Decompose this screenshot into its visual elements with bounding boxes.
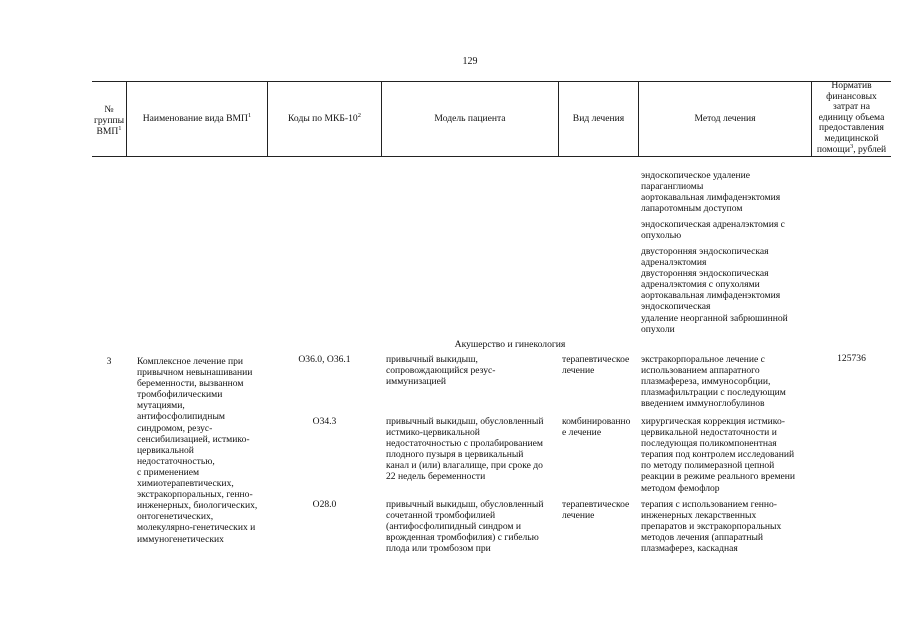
carryover-method-2: эндоскопическая адреналэктомия с опухолью [641,219,785,242]
header-method: Метод лечения [694,113,756,124]
row-icd: O36.0, O36.1 [298,354,351,365]
header-norm-footnote: 3 [849,142,854,150]
row-method: терапия с использованием генно- инженерных лекарственных препаратов и экстракорпоральных методов лечения (аппаратный плазмаферез, каскадная [641,499,782,555]
header-norm-tail: , рублей [853,143,887,155]
group-norm: 125736 [837,353,866,364]
row-model: привычный выкидыш, обусловленный истмико-цервикальной недостаточностью с пролабированием плодного пузыря в цервикальный канал и (или) влагалище, при сроке до 22 недель беременности [386,416,544,483]
header-group-label: № группы ВМП [93,104,125,138]
header-norm-label: Норматив финансовых затрат на единицу объема предоставления медицинской помощи [816,80,885,155]
row-method: экстракорпоральное лечение с использованием аппаратного плазмафереза, иммуносорбции, плазмафильтрации с последующим введением иммуноглобулинов [641,354,786,410]
section-title: Акушерство и гинекология [454,339,566,350]
header-icd [268,113,381,124]
row-model: привычный выкидыш, сопровождающийся резус- иммунизацией [386,354,496,388]
header-top-rule [92,81,891,82]
header-icd-label: Коды по МКБ-10 [288,113,358,124]
header-type: Вид лечения [572,113,625,124]
header-name [127,113,267,124]
carryover-method-1: эндоскопическое удаление параганглиомы аортокавальная лимфаденэктомия лапаротомным доступом [641,170,781,215]
carryover-method-3: двусторонняя эндоскопическая адреналэктомия двусторонняя эндоскопическая адреналэктомия с опухолями аортокавальная лимфаденэктомия эндоскопическая удаление неорганной забрюшинной опухоли [641,246,788,335]
header-norm [812,81,891,155]
header-name-label: Наименование вида ВМП [142,113,248,124]
group-number: 3 [106,356,112,367]
header-name-footnote: 1 [247,111,252,119]
row-model: привычный выкидыш, обусловленный сочетанной тромбофилией (антифосфолипидный синдром и врожденная тромбофилия) с гибелью плода или тромбозом при [386,499,544,555]
header-group-footnote: 1 [118,125,122,132]
row-icd: O34.3 [312,416,337,427]
group-name: Комплексное лечение при привычном невынашивании беременности, вызванном тромбофилическими мутациями, антифосфолипидным синдромом, резус- сенсибилизацией, истмико- цервикальной недостаточностью, с применением химиотерапевтических, экстракорпоральных, генно- инженерных, биологических, онтогенетических, молекулярно-генетических и иммуногенетических [137,356,258,545]
row-method: хирургическая коррекция истмико- цервикальной недостаточности и последующая поликомпонентная терапия под контролем исследований по методу полимеразной цепной реакции в режиме реального времени методом фемофлор [641,416,796,494]
header-model: Модель пациента [434,113,506,124]
row-type: терапевтическое лечение [562,499,630,522]
row-icd: O28.0 [312,499,337,510]
header-icd-footnote: 2 [357,111,361,119]
row-type: терапевтическое лечение [562,354,630,377]
header-bottom-rule [92,156,891,157]
page-number: 129 [462,56,478,67]
row-type: комбинированно е лечение [562,416,631,439]
header-group-number [92,104,126,137]
